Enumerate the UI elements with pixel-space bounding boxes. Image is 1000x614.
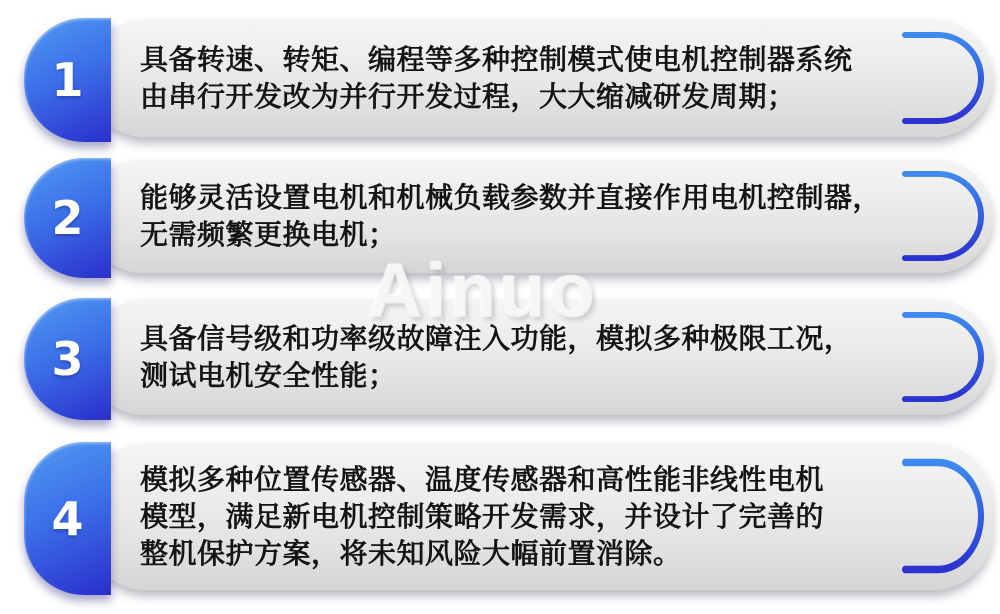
feature-text-line: 整机保护方案，将未知风险大幅前置消除。 xyxy=(140,537,682,569)
feature-item-1 xyxy=(0,18,1000,137)
bracket-arc-icon xyxy=(898,29,986,127)
feature-text-line: 测试电机安全性能； xyxy=(140,359,397,391)
item-number: 2 xyxy=(51,191,84,245)
bracket-arc-icon xyxy=(898,309,986,405)
feature-text-line: 模型，满足新电机控制策略开发需求，并设计了完善的 xyxy=(140,500,825,532)
number-badge xyxy=(24,158,111,278)
bracket-arc-icon xyxy=(898,168,986,264)
feature-item-4 xyxy=(0,442,1000,590)
item-number: 1 xyxy=(51,53,84,107)
feature-text-line: 具备信号级和功率级故障注入功能，模拟多种极限工况， xyxy=(140,322,853,354)
feature-item-3 xyxy=(0,298,1000,415)
feature-text xyxy=(140,442,880,590)
number-badge xyxy=(24,298,111,420)
feature-text-line: 由串行开发改为并行开发过程，大大缩减研发周期； xyxy=(140,80,796,112)
item-number: 3 xyxy=(51,332,84,386)
feature-text-line: 能够灵活设置电机和机械负载参数并直接作用电机控制器， xyxy=(140,181,882,213)
feature-text xyxy=(140,298,880,415)
bracket-arc-icon xyxy=(898,455,986,577)
feature-item-2 xyxy=(0,158,1000,273)
item-number: 4 xyxy=(51,491,84,546)
feature-text-line: 具备转速、转矩、编程等多种控制模式使电机控制器系统 xyxy=(140,43,853,75)
feature-text xyxy=(140,18,880,137)
feature-text-line: 无需频繁更换电机； xyxy=(140,218,397,250)
feature-text-line: 模拟多种位置传感器、温度传感器和高性能非线性电机 xyxy=(140,463,825,495)
feature-text xyxy=(140,158,880,273)
number-badge xyxy=(24,442,111,595)
watermark: Ainuo xyxy=(368,249,599,334)
number-badge xyxy=(24,18,111,142)
